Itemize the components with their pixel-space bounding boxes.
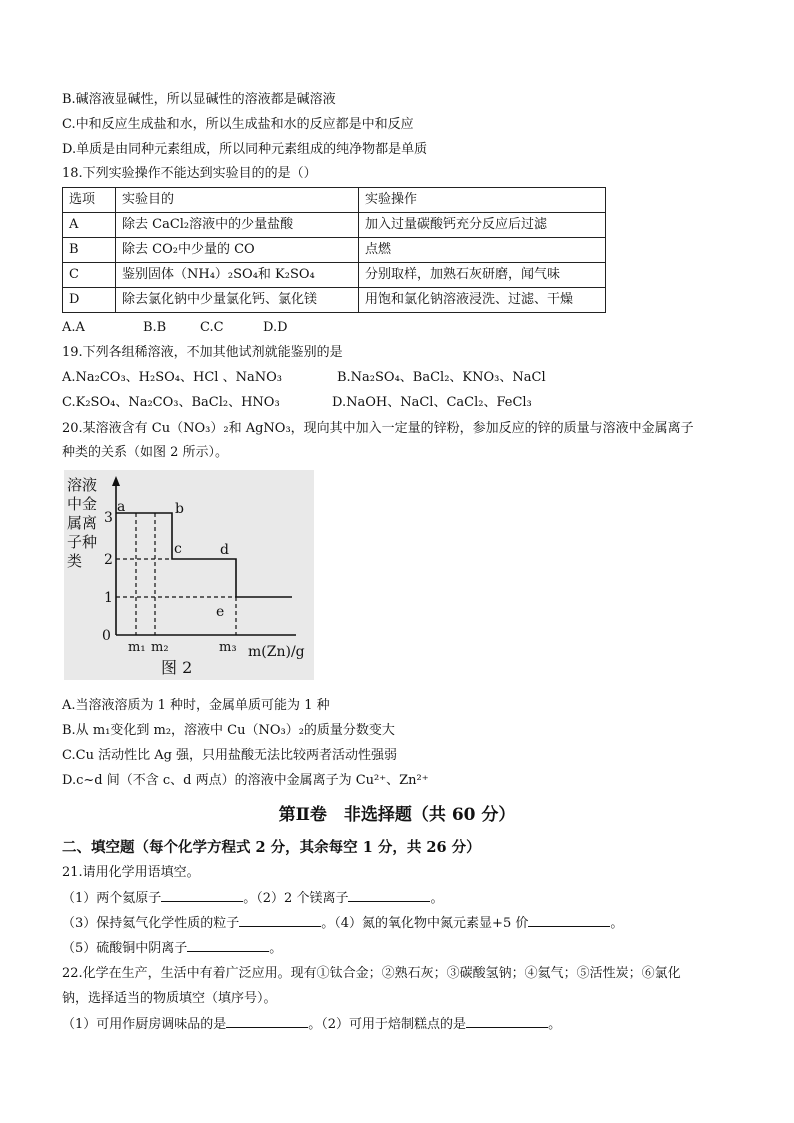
q20-stem-line1: 20.某溶液含有 Cu（NO₃）₂和 AgNO₃，现向其中加入一定量的锌粉，参加反应的锌的质量与溶液中金属离子 — [62, 421, 694, 436]
answer-blank[interactable] — [226, 1015, 308, 1028]
point-label-c: c — [174, 541, 182, 557]
row-operation: 加入过量碳酸钙充分反应后过滤 — [359, 213, 606, 238]
row-operation: 分别取样，加熟石灰研磨，闻气味 — [359, 263, 606, 288]
q17-option-d: D.单质是由同种元素组成，所以同种元素组成的纯净物都是单质 — [62, 142, 428, 157]
q18-answer-c: C.C — [200, 320, 224, 335]
header-operation: 实验操作 — [359, 188, 606, 213]
x-axis-label: m(Zn)/g — [248, 644, 305, 660]
q22-stem-line1: 22.化学在生产，生活中有着广泛应用。现有①钛合金；②熟石灰；③碳酸氢钠；④氦气；⑤活性炭；⑥氯化 — [62, 966, 681, 981]
y-tick-label: 1 — [104, 590, 113, 606]
q22-part-2-end: 。 — [548, 1017, 562, 1032]
figure-caption: 图 2 — [161, 658, 193, 677]
q21-part-2: 。（2）2 个镁离子 — [243, 891, 349, 906]
q21-row-1 — [62, 889, 443, 908]
q18-answer-d: D.D — [263, 320, 288, 335]
row-option: C — [63, 263, 116, 288]
q18-stem: 18.下列实验操作不能达到实验目的的是（） — [62, 166, 317, 181]
row-purpose: 除去氯化钠中少量氯化钙、氯化镁 — [116, 288, 359, 313]
table-header-row — [63, 188, 606, 213]
q21-part-3: （3）保持氦气化学性质的粒子 — [62, 916, 240, 931]
point-label-e: e — [216, 604, 225, 620]
row-option: D — [63, 288, 116, 313]
q19-option-d: D.NaOH、NaCl、CaCl₂、FeCl₃ — [332, 395, 532, 410]
row-operation: 用饱和氯化钠溶液浸洗、过滤、干燥 — [359, 288, 606, 313]
y-tick-label: 3 — [104, 510, 113, 526]
q22-stem-line2: 钠，选择适当的物质填空（填序号）。 — [62, 991, 277, 1006]
ylabel-line: 中金 — [67, 495, 98, 513]
row-purpose: 鉴别固体（NH₄）₂SO₄和 K₂SO₄ — [116, 263, 359, 288]
row-purpose: 除去 CO₂中少量的 CO — [116, 238, 359, 263]
ylabel-line: 子种 — [67, 533, 98, 551]
answer-blank[interactable] — [528, 914, 610, 927]
point-label-a: a — [117, 499, 126, 515]
q21-stem: 21.请用化学用语填空。 — [62, 865, 200, 880]
answer-blank[interactable] — [348, 889, 430, 902]
y-tick-label: 0 — [102, 628, 111, 644]
q17-option-b: B.碱溶液显碱性，所以显碱性的溶液都是碱溶液 — [62, 92, 336, 107]
table-row — [63, 263, 606, 288]
q21-part-4: 。（4）氮的氧化物中氮元素显+5 价 — [321, 916, 529, 931]
q21-part-2-end: 。 — [430, 891, 444, 906]
ion-count-line — [116, 513, 292, 597]
q19-option-b: B.Na₂SO₄、BaCl₂、KNO₃、NaCl — [337, 370, 546, 385]
ylabel-line: 类 — [67, 552, 83, 570]
q21-row-2 — [62, 914, 623, 933]
q22-part-1: （1）可用作厨房调味品的是 — [62, 1017, 227, 1032]
q20-stem-line2: 种类的关系（如图 2 所示）。 — [62, 445, 229, 460]
section-title: 第Ⅱ卷 非选择题（共 60 分） — [278, 805, 516, 825]
q19-option-c: C.K₂SO₄、Na₂CO₃、BaCl₂、HNO₃ — [62, 395, 280, 410]
ylabel-line: 属离 — [67, 514, 98, 532]
q22-row-1 — [62, 1015, 561, 1034]
part-title: 二、填空题（每个化学方程式 2 分，其余每空 1 分，共 26 分） — [62, 839, 481, 856]
q17-option-c: C.中和反应生成盐和水，所以生成盐和水的反应都是中和反应 — [62, 117, 414, 132]
q20-option-c: C.Cu 活动性比 Ag 强，只用盐酸无法比较两者活动性强弱 — [62, 748, 398, 763]
q21-part-5-end: 。 — [269, 941, 283, 956]
point-label-d: d — [220, 542, 229, 558]
answer-blank[interactable] — [239, 914, 321, 927]
answer-blank[interactable] — [161, 889, 243, 902]
figure-2 — [64, 470, 314, 680]
q21-row-3 — [62, 939, 282, 958]
q18-table — [62, 187, 606, 313]
q18-answer-a: A.A — [62, 320, 85, 335]
row-purpose: 除去 CaCl₂溶液中的少量盐酸 — [116, 213, 359, 238]
y-tick-label: 2 — [104, 552, 113, 568]
q20-option-b: B.从 m₁变化到 m₂，溶液中 Cu（NO₃）₂的质量分数变大 — [62, 723, 395, 738]
row-operation: 点燃 — [359, 238, 606, 263]
x-tick-label: m₂ — [151, 640, 169, 655]
q21-part-5: （5）硫酸铜中阴离子 — [62, 941, 188, 956]
q20-option-d: D.c~d 间（不含 c、d 两点）的溶液中金属离子为 Cu²⁺、Zn²⁺ — [62, 773, 429, 788]
q18-answer-b: B.B — [143, 320, 167, 335]
table-row — [63, 213, 606, 238]
row-option: A — [63, 213, 116, 238]
x-tick-label: m₃ — [219, 640, 237, 655]
q22-part-2: 。（2）可用于焙制糕点的是 — [308, 1017, 467, 1032]
table-row — [63, 288, 606, 313]
answer-blank[interactable] — [187, 939, 269, 952]
y-axis-arrow — [112, 476, 120, 486]
table-row — [63, 238, 606, 263]
x-tick-label: m₁ — [128, 640, 146, 655]
answer-blank[interactable] — [466, 1015, 548, 1028]
q21-part-1: （1）两个氦原子 — [62, 891, 162, 906]
q19-stem: 19.下列各组稀溶液，不加其他试剂就能鉴别的是 — [62, 345, 343, 360]
point-label-b: b — [175, 501, 184, 517]
ylabel-line: 溶液 — [67, 476, 98, 494]
header-option: 选项 — [63, 188, 116, 213]
zinc-ion-graph — [64, 470, 314, 680]
q21-part-4-end: 。 — [610, 916, 624, 931]
row-option: B — [63, 238, 116, 263]
header-purpose: 实验目的 — [116, 188, 359, 213]
q20-option-a: A.当溶液溶质为 1 种时，金属单质可能为 1 种 — [62, 698, 330, 713]
q19-option-a: A.Na₂CO₃、H₂SO₄、HCl 、NaNO₃ — [62, 370, 282, 385]
